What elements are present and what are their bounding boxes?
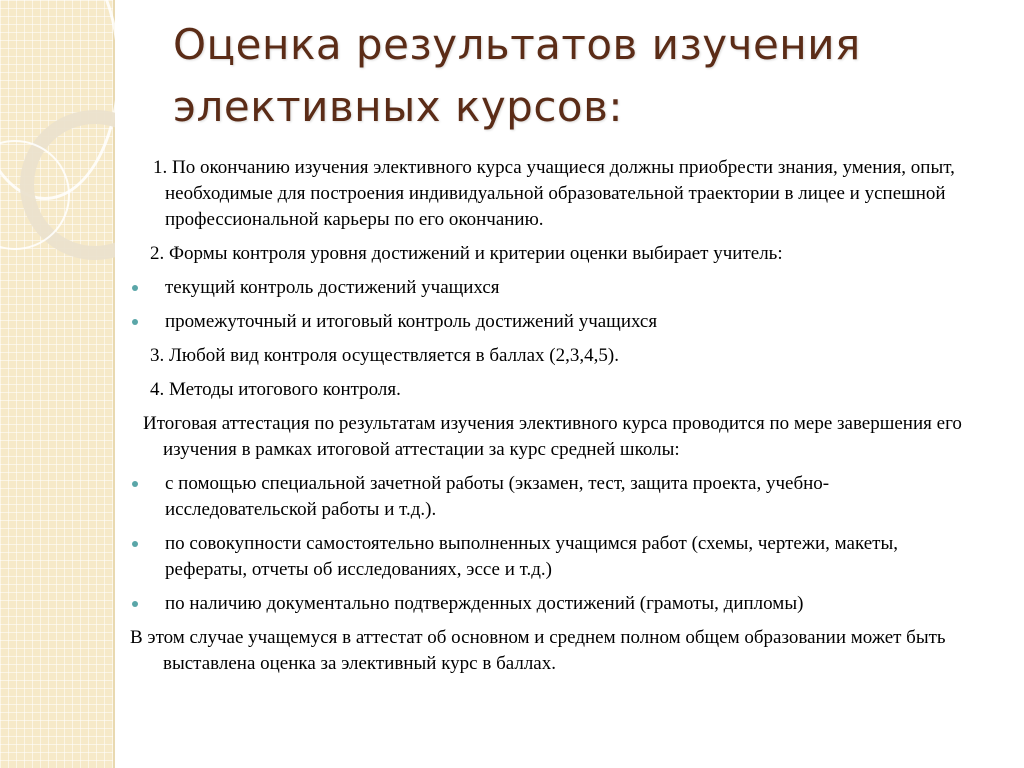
list-item: с помощью специальной зачетной работы (экзамен, тест, защита проекта, учебно-исследовательской работы и т.д.).	[130, 471, 980, 523]
decorative-circles	[0, 0, 115, 300]
list-item: текущий контроль достижений учащихся	[130, 275, 980, 301]
bullet-icon	[132, 481, 138, 487]
bullet-icon	[132, 319, 138, 325]
list-item: промежуточный и итоговый контроль достижений учащихся	[130, 309, 980, 335]
bullet-icon	[132, 541, 138, 547]
slide-body	[130, 155, 980, 685]
paragraph-certificate-note: В этом случае учащемуся в аттестат об основном и среднем полном общем образовании может быть выставлена оценка за элективный курс в баллах.	[130, 627, 946, 674]
bullet-icon	[132, 601, 138, 607]
list-item: по совокупности самостоятельно выполненных учащимся работ (схемы, чертежи, макеты, рефераты, отчеты об исследованиях, эссе и т.д.)	[130, 531, 980, 583]
paragraph-grading-scale: 3. Любой вид контроля осуществляется в баллах (2,3,4,5).	[150, 345, 619, 366]
paragraph-control-forms: 2. Формы контроля уровня достижений и критерии оценки выбирает учитель:	[150, 243, 783, 264]
paragraph-outcomes: 1. По окончанию изучения элективного курса учащиеся должны приобрести знания, умения, опыт, необходимые для построения индивидуальной образовательной траектории в лицее и успешной профессиональной карьеры по его окончанию.	[153, 157, 955, 230]
paragraph-final-attestation: Итоговая аттестация по результатам изучения элективного курса проводится по мере завершения его изучения в рамках итоговой аттестации за курс средней школы:	[143, 413, 962, 460]
paragraph-final-methods: 4. Методы итогового контроля.	[150, 379, 401, 400]
list-item: по наличию документально подтвержденных достижений (грамоты, дипломы)	[130, 591, 980, 617]
bullet-icon	[132, 285, 138, 291]
slide-title: Оценка результатов изучения элективных курсов:	[173, 20, 861, 131]
